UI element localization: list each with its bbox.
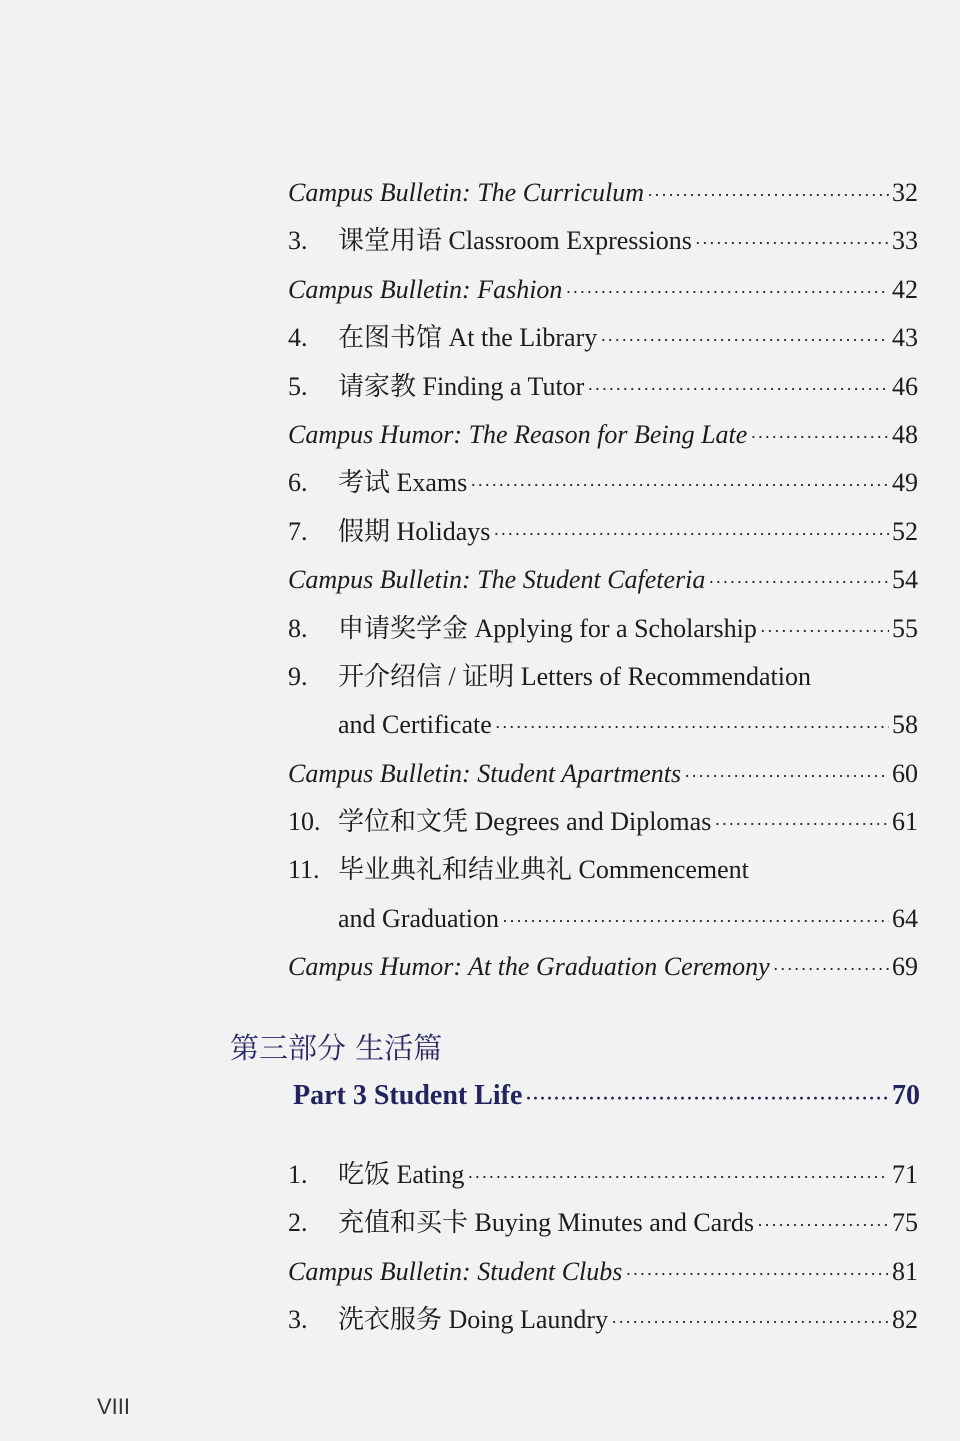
entry-number: 4. [288,323,308,353]
toc-entry[interactable] [288,750,918,798]
toc-entry[interactable] [288,846,918,894]
entry-number: 9. [288,661,308,691]
entry-page: 61 [892,807,918,837]
dot-leader [695,219,889,267]
entry-title: Campus Bulletin: Student Clubs [288,1256,623,1286]
toc-entry[interactable] [288,266,918,314]
dot-leader [611,1298,889,1346]
entry-title: 洗衣服务 Doing Laundry [338,1305,609,1335]
dot-leader [600,316,889,364]
entry-page: 52 [892,516,918,546]
entry-title: 吃饭 Eating [338,1160,465,1189]
entry-title: Campus Bulletin: Student Apartments [288,758,682,788]
entry-number: 5. [288,371,308,401]
entry-page: 69 [892,952,918,982]
entry-title: 学位和文凭 Degrees and Diplomas [338,807,712,837]
toc-entry[interactable] [288,169,918,217]
entry-number: 3. [288,226,308,256]
entry-page: 81 [892,1256,918,1286]
entry-number: 2. [288,1208,308,1238]
dot-leader [647,171,889,219]
entry-page: 32 [892,178,918,207]
dot-leader [708,558,889,606]
toc-entry[interactable] [288,798,918,846]
dot-leader [525,1088,889,1109]
entry-page: 60 [892,758,918,788]
entry-page: 46 [892,371,918,401]
entry-number: 6. [288,468,308,498]
dot-leader [565,268,889,316]
toc-entry-continuation[interactable] [288,895,918,943]
entry-title: 充值和买卡 Buying Minutes and Cards [338,1208,754,1238]
entry-page: 75 [892,1208,918,1238]
toc-entry[interactable] [288,653,918,701]
toc-entry[interactable] [288,605,918,653]
entry-number: 1. [288,1160,308,1189]
entry-page: 33 [892,226,918,256]
entry-page: 49 [892,468,918,498]
entry-page: 64 [892,903,918,933]
toc-entry[interactable] [288,1199,918,1247]
dot-leader [750,413,889,461]
part-title: Part 3 Student Life [293,1080,523,1111]
entry-title: 申请奖学金 Applying for a Scholarship [338,613,757,643]
entry-number: 3. [288,1305,308,1335]
entry-number: 11. [288,855,320,885]
toc-entry[interactable] [288,314,918,362]
dot-leader [625,1250,889,1298]
dot-leader [714,800,889,848]
dot-leader [470,461,889,509]
entry-page: 54 [892,565,918,595]
entry-page: 55 [892,613,918,643]
entry-title: Campus Bulletin: Fashion [288,274,563,304]
dot-leader [587,365,889,413]
part-page: 70 [892,1080,920,1111]
entry-title: 毕业典礼和结业典礼 Commencement [338,855,749,885]
toc-entry[interactable] [288,1151,918,1199]
toc-entry[interactable] [288,411,918,459]
dot-leader [684,752,889,800]
entry-page: 43 [892,323,918,353]
entry-title: Campus Bulletin: The Student Cafeteria [288,565,706,595]
toc-entry-continuation[interactable] [288,701,918,749]
entry-title: Campus Humor: The Reason for Being Late [288,419,748,449]
toc-entry[interactable] [288,459,918,507]
toc-entry[interactable] [288,1296,918,1344]
entry-title: 假期 Holidays [338,516,491,546]
dot-leader [467,1153,889,1201]
dot-leader [495,703,889,751]
table-of-contents-bottom [288,1151,918,1345]
dot-leader [773,945,889,993]
entry-title: 开介绍信 / 证明 Letters of Recommendation [338,661,811,691]
entry-title: 课堂用语 Classroom Expressions [338,226,692,256]
entry-page: 71 [892,1160,918,1189]
entry-page: 82 [892,1305,918,1335]
page-folio: VIII [97,1394,131,1419]
table-of-contents-top [288,169,918,992]
entry-title: 请家教 Finding a Tutor [338,371,585,401]
entry-number: 7. [288,516,308,546]
entry-title: Campus Bulletin: The Curriculum [288,178,645,207]
dot-leader [493,510,889,558]
entry-number: 8. [288,613,308,643]
entry-page: 42 [892,274,918,304]
entry-page: 58 [892,710,918,740]
part-entry[interactable] [293,1080,920,1112]
section-heading: 第三部分 生活篇 [230,1031,443,1065]
entry-title: 考试 Exams [338,468,468,498]
toc-entry[interactable] [288,556,918,604]
entry-title-continuation: and Certificate [338,710,492,740]
toc-entry[interactable] [288,217,918,265]
toc-entry[interactable] [288,363,918,411]
dot-leader [760,607,889,655]
toc-entry[interactable] [288,508,918,556]
toc-entry[interactable] [288,1248,918,1296]
dot-leader [502,897,889,945]
entry-number: 10. [288,807,321,837]
toc-entry[interactable] [288,943,918,991]
entry-title-continuation: and Graduation [338,903,500,933]
dot-leader [757,1201,889,1249]
entry-title: 在图书馆 At the Library [338,323,598,353]
entry-page: 48 [892,419,918,449]
entry-title: Campus Humor: At the Graduation Ceremony [288,952,770,982]
